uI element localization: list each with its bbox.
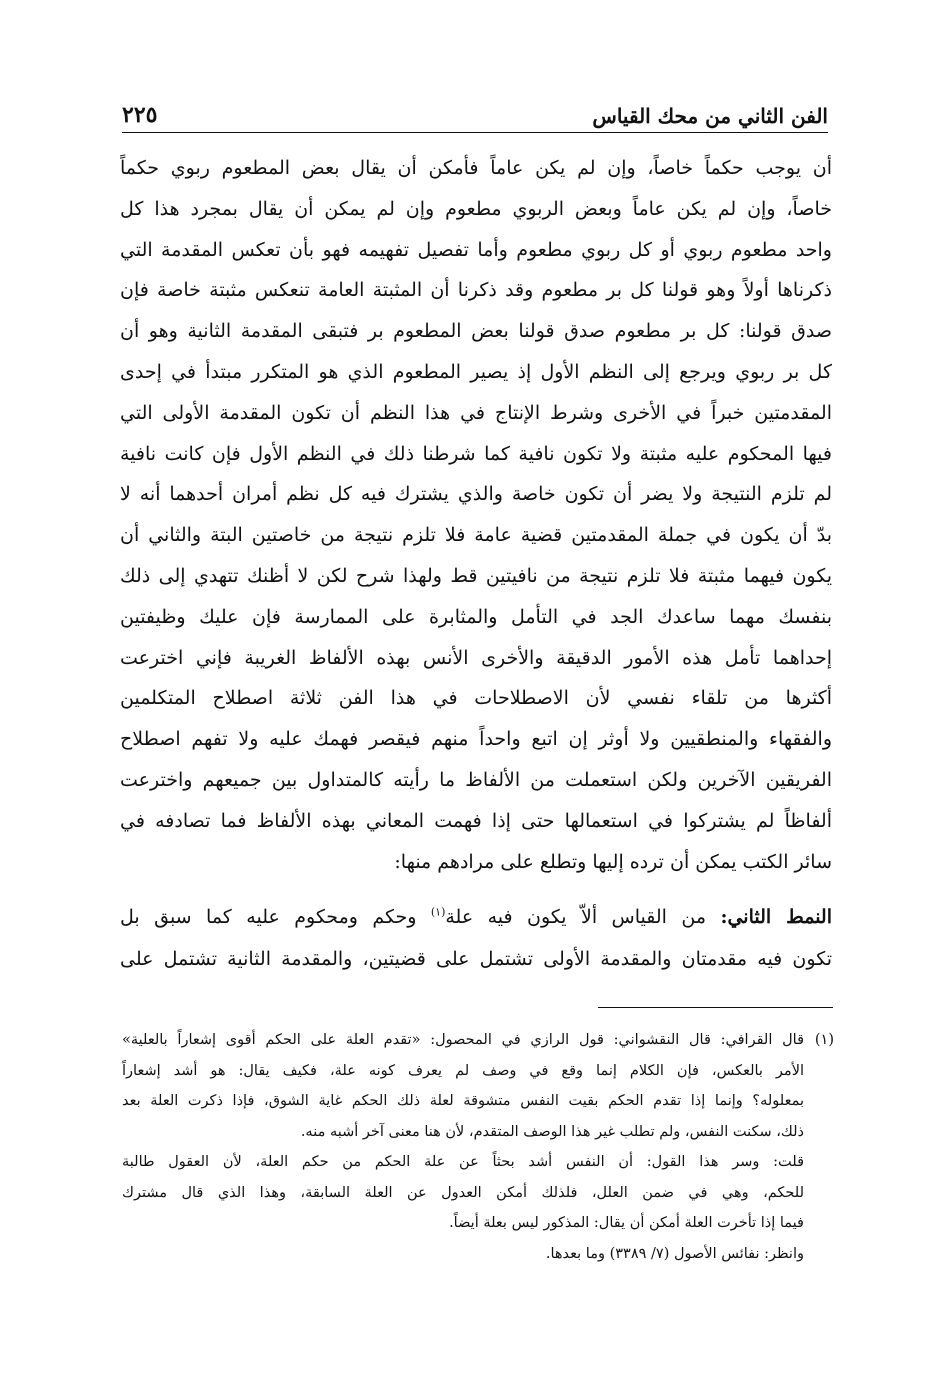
section-first-line bbox=[120, 896, 832, 938]
section-text: من القياس ألاّ يكون فيه علة bbox=[445, 906, 707, 928]
text-line: ذكرناها أولاً وهو قولنا كل بر مطعوم وقد ذكرنا أن المثبتة العامة تنعكس مثبتة خاصة فإن bbox=[120, 279, 832, 302]
page-header bbox=[122, 88, 828, 133]
text-line: يكون فيهما مثبتة فلا تلزم نتيجة من نافيتين قط ولهذا شرح لكن لا أظنك تتهدي إلى ذلك bbox=[120, 564, 832, 587]
text-line: صدق قولنا: كل بر مطعوم صدق قولنا بعض المطعوم بر فتبقى المقدمة الثانية وهو أن bbox=[120, 320, 832, 343]
section-heading: النمط الثاني: bbox=[720, 906, 832, 928]
running-title: الفن الثاني من محك القياس bbox=[592, 104, 828, 128]
text-line: الفريقين الآخرين ولكن استعملت من الألفاظ ما رأيته كالمتداول بين جميعهم واخترعت bbox=[120, 768, 832, 791]
text-line: والفقهاء والمنطقيين ولا أوثر إن اتبع واحداً منهم فيقصر فهمك عليه ولا تفهم اصطلاح bbox=[120, 728, 832, 751]
text-line: إحداهما تأمل هذه الأمور الدقيقة والأخرى الأنس بهذه الألفاظ الغريبة فإني اخترعت bbox=[120, 646, 832, 669]
text-line: فيها المحكوم عليه مثبتة ولا تكون نافية كما شرطنا ذلك في النظم الأول فإن كانت نافية bbox=[120, 442, 832, 465]
text-line: واحد مطعوم ربوي أو كل ربوي مطعوم وأما تفصيل تفهيمه فهو بأن تعكس المقدمة التي bbox=[120, 238, 832, 261]
text-line: ألفاظاً لم يشتركوا في استعمالها حتى إذا فهمت المعاني بهذه الألفاظ فما تصادفه في bbox=[120, 809, 832, 832]
text-line: خاصاً، وإن لم يكن عاماً وبعض الربوي مطعوم وإن لم يمكن أن يقال بمجرد هذا كل bbox=[120, 197, 832, 220]
footnote-line: فيما إذا تأخرت العلة أمكن أن يقال: المذكور ليس بعلة أيضاً. bbox=[449, 1215, 804, 1231]
text-line: لم تلزم النتيجة ولا يضر أن تكون خاصة والذي يشترك فيه كل نظم أمران أحدهما أنه لا bbox=[120, 483, 832, 506]
text-line: بدّ أن يكون في جملة المقدمتين قضية عامة فلا تلزم نتيجة من خاصتين البتة والثاني أن bbox=[120, 524, 832, 547]
text-line: أكثرها من تلقاء نفسي لأن الاصطلاحات في هذا الفن ثلاثة اصطلاح المتكلمين bbox=[120, 687, 832, 710]
text-line: أن يوجب حكماً خاصاً، وإن لم يكن عاماً فأمكن أن يقال بعض المطعوم ربوي حكماً bbox=[120, 157, 832, 179]
footnote-text: قال القرافي: قال النقشواني: قول الرازي في المحصول: «تقدم العلة على الحكم أقوى إشعاراً بالعلية» bbox=[122, 1032, 804, 1048]
footnote-line: الأمر بالعكس، فإن الكلام إنما وقع في وصف لم يعرف كونه علة، فكيف يقال: هو أشد إشعاراً bbox=[122, 1062, 804, 1079]
section-second-pattern bbox=[120, 896, 832, 980]
section-text-rest: وحكم ومحكوم عليه كما سبق بل bbox=[120, 906, 417, 928]
footnote-line: قلت: وسر هذا القول: أن النفس أشد بحثاً عن علة الحكم من حكم العلة، لأن العقول طالبة bbox=[122, 1154, 804, 1170]
footnote-separator bbox=[598, 1007, 833, 1008]
text-line: كل بر ربوي ويرجع إلى النظم الأول إذ يصير المطعوم الذي هو المتكرر مبتدأ في إحدى bbox=[120, 360, 832, 383]
footnote-reference: (١) bbox=[430, 905, 446, 919]
text-line: المقدمتين خبراً في الأخرى وشرط الإنتاج في هذا النظم أن تكون المقدمة الأولى التي bbox=[120, 401, 832, 424]
text-line: تكون فيه مقدمتان والمقدمة الأولى تشتمل على قضيتين، والمقدمة الثانية تشتمل على bbox=[120, 948, 832, 970]
page-number: ٢٢٥ bbox=[122, 102, 158, 128]
footnote-number: (١) bbox=[814, 1032, 834, 1048]
footnote-line: للحكم، وهي في ضمن العلل، فلذلك أمكن العدول عن العلة السابقة، وهذا الذي قال مشترك bbox=[122, 1184, 804, 1201]
main-text bbox=[120, 148, 832, 882]
footnote-first-line bbox=[122, 1025, 834, 1056]
footnote-line: ذلك، سكنت النفس، ولم تطلب غير هذا الوصف المتقدم، لأن هنا معنى آخر أشبه منه. bbox=[300, 1123, 804, 1140]
footnote-reference-line: وانظر: نفائس الأصول (٧/ ٣٣٨٩) وما بعدها. bbox=[545, 1245, 804, 1262]
footnotes bbox=[122, 1025, 834, 1269]
footnote-line: بمعلوله؟ وإنما إذا تقدم الحكم بقيت النفس متشوقة لعلة ذلك الحكم غاية الشوق، فإذا ذكرت العلة بعد bbox=[122, 1093, 804, 1109]
text-line: بنفسك مهما ساعدك الجد في التأمل والمثابرة على الممارسة فإن عليك وظيفتين bbox=[120, 605, 832, 628]
text-line: سائر الكتب يمكن أن ترده إليها وتطلع على مرادهم منها: bbox=[394, 850, 832, 873]
